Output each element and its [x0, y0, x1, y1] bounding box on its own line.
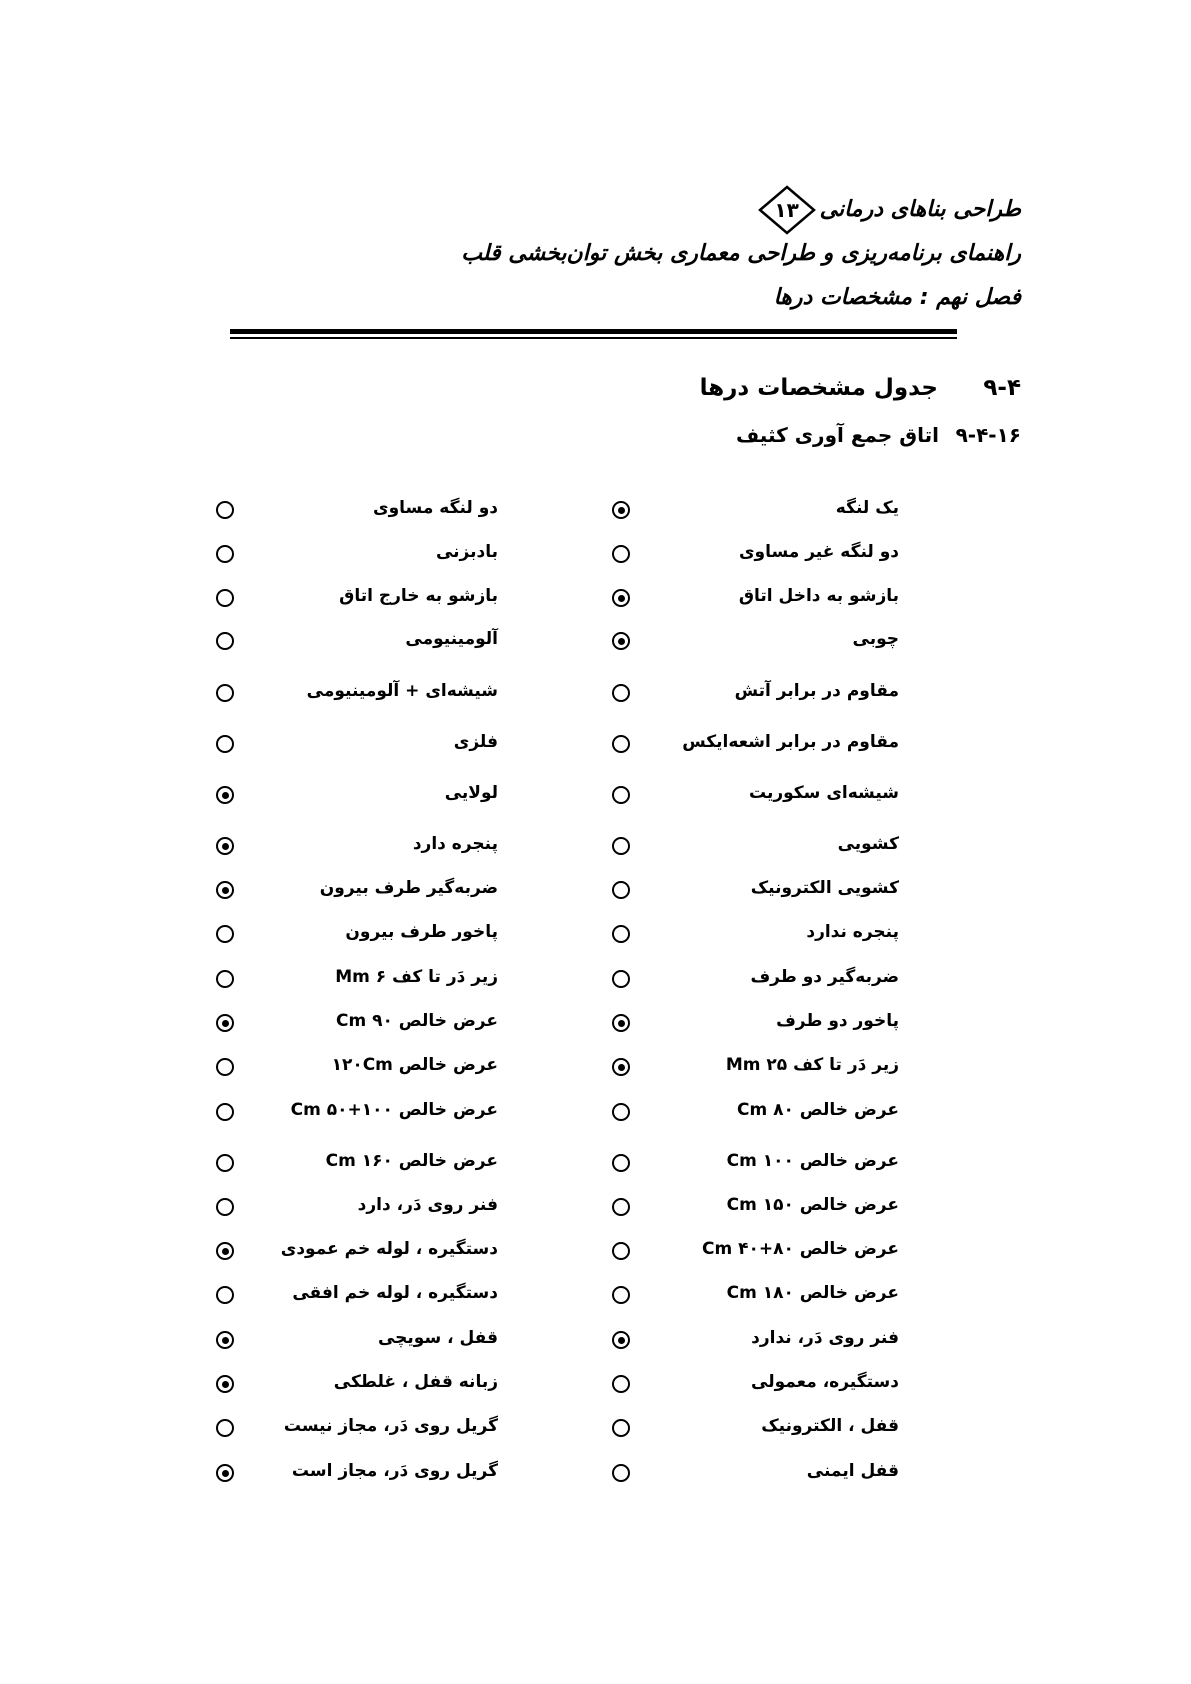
option-label: فنر روی دَر، ندارد — [751, 1328, 899, 1348]
option-label: ضربه‌گیر طرف بیرون — [319, 878, 498, 898]
radio-dot-icon — [222, 1470, 229, 1477]
option-label: شیشه‌ای + آلومینیومی — [306, 681, 498, 701]
subsection-title: اتاق جمع آوری کثیف — [735, 423, 940, 447]
radio-dot-icon — [618, 1337, 625, 1344]
radio-dot-icon — [618, 1020, 625, 1027]
radio-unchecked-icon[interactable] — [612, 1198, 630, 1216]
radio-unchecked-icon[interactable] — [216, 970, 234, 988]
radio-unchecked-icon[interactable] — [612, 684, 630, 702]
option-label: پاخور طرف بیرون — [345, 922, 498, 942]
option-label: قفل ایمنی — [806, 1461, 899, 1481]
radio-unchecked-icon[interactable] — [216, 545, 234, 563]
radio-checked-icon[interactable] — [216, 1375, 234, 1393]
radio-unchecked-icon[interactable] — [612, 881, 630, 899]
subsection-heading — [736, 423, 1021, 447]
radio-dot-icon — [222, 887, 229, 894]
radio-unchecked-icon[interactable] — [216, 589, 234, 607]
radio-dot-icon — [618, 595, 625, 602]
option-label: عرض خالص Cm ۱۶۰ — [325, 1151, 498, 1171]
radio-unchecked-icon[interactable] — [612, 735, 630, 753]
option-label: دستگیره ، لوله خم افقی — [292, 1283, 498, 1303]
radio-unchecked-icon[interactable] — [216, 735, 234, 753]
section-number: ۹-۴ — [983, 375, 1021, 401]
radio-checked-icon[interactable] — [612, 1058, 630, 1076]
option-label: یک لنگه — [835, 498, 899, 518]
option-label: مقاوم در برابر اشعه‌ایکس — [682, 732, 899, 752]
option-label: زبانه قفل ، غلطکی — [333, 1372, 498, 1392]
option-label: بادبزنی — [435, 542, 498, 562]
option-label: آلومینیومی — [405, 629, 498, 649]
radio-checked-icon[interactable] — [216, 881, 234, 899]
radio-unchecked-icon[interactable] — [216, 1154, 234, 1172]
header-line-3: فصل نهم : مشخصات درها — [773, 285, 1021, 310]
option-label: پاخور دو طرف — [776, 1011, 899, 1031]
radio-dot-icon — [222, 792, 229, 799]
option-label: عرض خالص Cm ۴۰+۸۰ — [702, 1239, 899, 1259]
radio-unchecked-icon[interactable] — [612, 786, 630, 804]
option-label: بازشو به داخل اتاق — [738, 586, 899, 606]
header-line-1 — [461, 188, 1021, 232]
radio-dot-icon — [222, 843, 229, 850]
header-rule-thin — [230, 337, 957, 339]
radio-unchecked-icon[interactable] — [216, 1419, 234, 1437]
radio-checked-icon[interactable] — [216, 1331, 234, 1349]
option-label: مقاوم در برابر آتش — [734, 681, 899, 701]
radio-checked-icon[interactable] — [216, 837, 234, 855]
book-title: طراحی بناهای درمانی — [819, 197, 1021, 222]
option-label: عرض خالص Cm ۱۵۰ — [726, 1195, 899, 1215]
radio-dot-icon — [618, 638, 625, 645]
radio-dot-icon — [222, 1248, 229, 1255]
option-label: قفل ، سویچی — [377, 1328, 498, 1348]
radio-unchecked-icon[interactable] — [612, 1419, 630, 1437]
radio-checked-icon[interactable] — [612, 589, 630, 607]
header-line-2: راهنمای برنامه‌ریزی و طراحی معماری بخش توان‌بخشی قلب — [461, 241, 1021, 266]
radio-unchecked-icon[interactable] — [216, 684, 234, 702]
radio-unchecked-icon[interactable] — [216, 1286, 234, 1304]
option-label: دستگیره ، لوله خم عمودی — [280, 1239, 498, 1259]
section-title: جدول مشخصات درها — [699, 375, 938, 401]
radio-unchecked-icon[interactable] — [216, 632, 234, 650]
radio-dot-icon — [618, 507, 625, 514]
option-label: زیر دَر تا کف Mm ۶ — [335, 967, 498, 987]
radio-unchecked-icon[interactable] — [612, 1242, 630, 1260]
radio-checked-icon[interactable] — [612, 1331, 630, 1349]
option-label: پنجره دارد — [412, 834, 498, 854]
section-heading — [700, 375, 1021, 401]
option-label: قفل ، الکترونیک — [761, 1416, 899, 1436]
radio-checked-icon[interactable] — [216, 786, 234, 804]
radio-unchecked-icon[interactable] — [612, 1375, 630, 1393]
option-label: عرض خالص Cm ۱۰۰ — [726, 1151, 899, 1171]
radio-unchecked-icon[interactable] — [216, 925, 234, 943]
chapter-badge — [758, 185, 816, 235]
radio-checked-icon[interactable] — [216, 1014, 234, 1032]
radio-checked-icon[interactable] — [612, 501, 630, 519]
radio-unchecked-icon[interactable] — [612, 545, 630, 563]
option-label: کشویی الکترونیک — [750, 878, 899, 898]
option-label: لولایی — [444, 783, 498, 803]
option-label: دستگیره، معمولی — [751, 1372, 899, 1392]
radio-unchecked-icon[interactable] — [612, 925, 630, 943]
option-label: گریل روی دَر، مجاز نیست — [283, 1416, 498, 1436]
radio-unchecked-icon[interactable] — [612, 1103, 630, 1121]
option-label: پنجره ندارد — [806, 922, 899, 942]
option-label: عرض خالص Cm ۸۰ — [737, 1100, 899, 1120]
chapter-badge-number: ۱۳ — [774, 198, 799, 222]
option-label: ضربه‌گیر دو طرف — [750, 967, 899, 987]
option-label: گریل روی دَر، مجاز است — [291, 1461, 498, 1481]
option-label: دو لنگه مساوی — [372, 498, 498, 518]
page-header — [461, 188, 1021, 320]
option-label: دو لنگه غیر مساوی — [738, 542, 899, 562]
radio-checked-icon[interactable] — [216, 1242, 234, 1260]
option-label: شیشه‌ای سکوریت — [748, 783, 899, 803]
radio-unchecked-icon[interactable] — [612, 837, 630, 855]
option-label: بازشو به خارج اتاق — [339, 586, 498, 606]
option-label: عرض خالص Cm ۵۰+۱۰۰ — [290, 1100, 498, 1120]
radio-dot-icon — [222, 1337, 229, 1344]
header-rule-thick — [230, 329, 957, 334]
radio-checked-icon[interactable] — [612, 632, 630, 650]
radio-unchecked-icon[interactable] — [612, 1464, 630, 1482]
option-label: کشویی — [837, 834, 899, 854]
radio-unchecked-icon[interactable] — [612, 1286, 630, 1304]
radio-checked-icon[interactable] — [612, 1014, 630, 1032]
option-label: عرض خالص Cm ۹۰ — [336, 1011, 498, 1031]
radio-checked-icon[interactable] — [216, 1464, 234, 1482]
radio-unchecked-icon[interactable] — [216, 1058, 234, 1076]
radio-unchecked-icon[interactable] — [216, 1198, 234, 1216]
option-label: چوبی — [852, 629, 899, 649]
radio-unchecked-icon[interactable] — [216, 1103, 234, 1121]
option-label: فنر روی دَر، دارد — [357, 1195, 498, 1215]
option-label: فلزی — [453, 732, 498, 752]
option-label: عرض خالص Cm ۱۸۰ — [726, 1283, 899, 1303]
radio-dot-icon — [222, 1381, 229, 1388]
option-label: زیر دَر تا کف Mm ۲۵ — [725, 1055, 899, 1075]
subsection-number: ۹-۴-۱۶ — [955, 423, 1021, 447]
radio-unchecked-icon[interactable] — [612, 1154, 630, 1172]
radio-dot-icon — [618, 1064, 625, 1071]
radio-unchecked-icon[interactable] — [612, 970, 630, 988]
radio-unchecked-icon[interactable] — [216, 501, 234, 519]
option-label: عرض خالص ۱۲۰Cm — [331, 1055, 498, 1075]
radio-dot-icon — [222, 1020, 229, 1027]
